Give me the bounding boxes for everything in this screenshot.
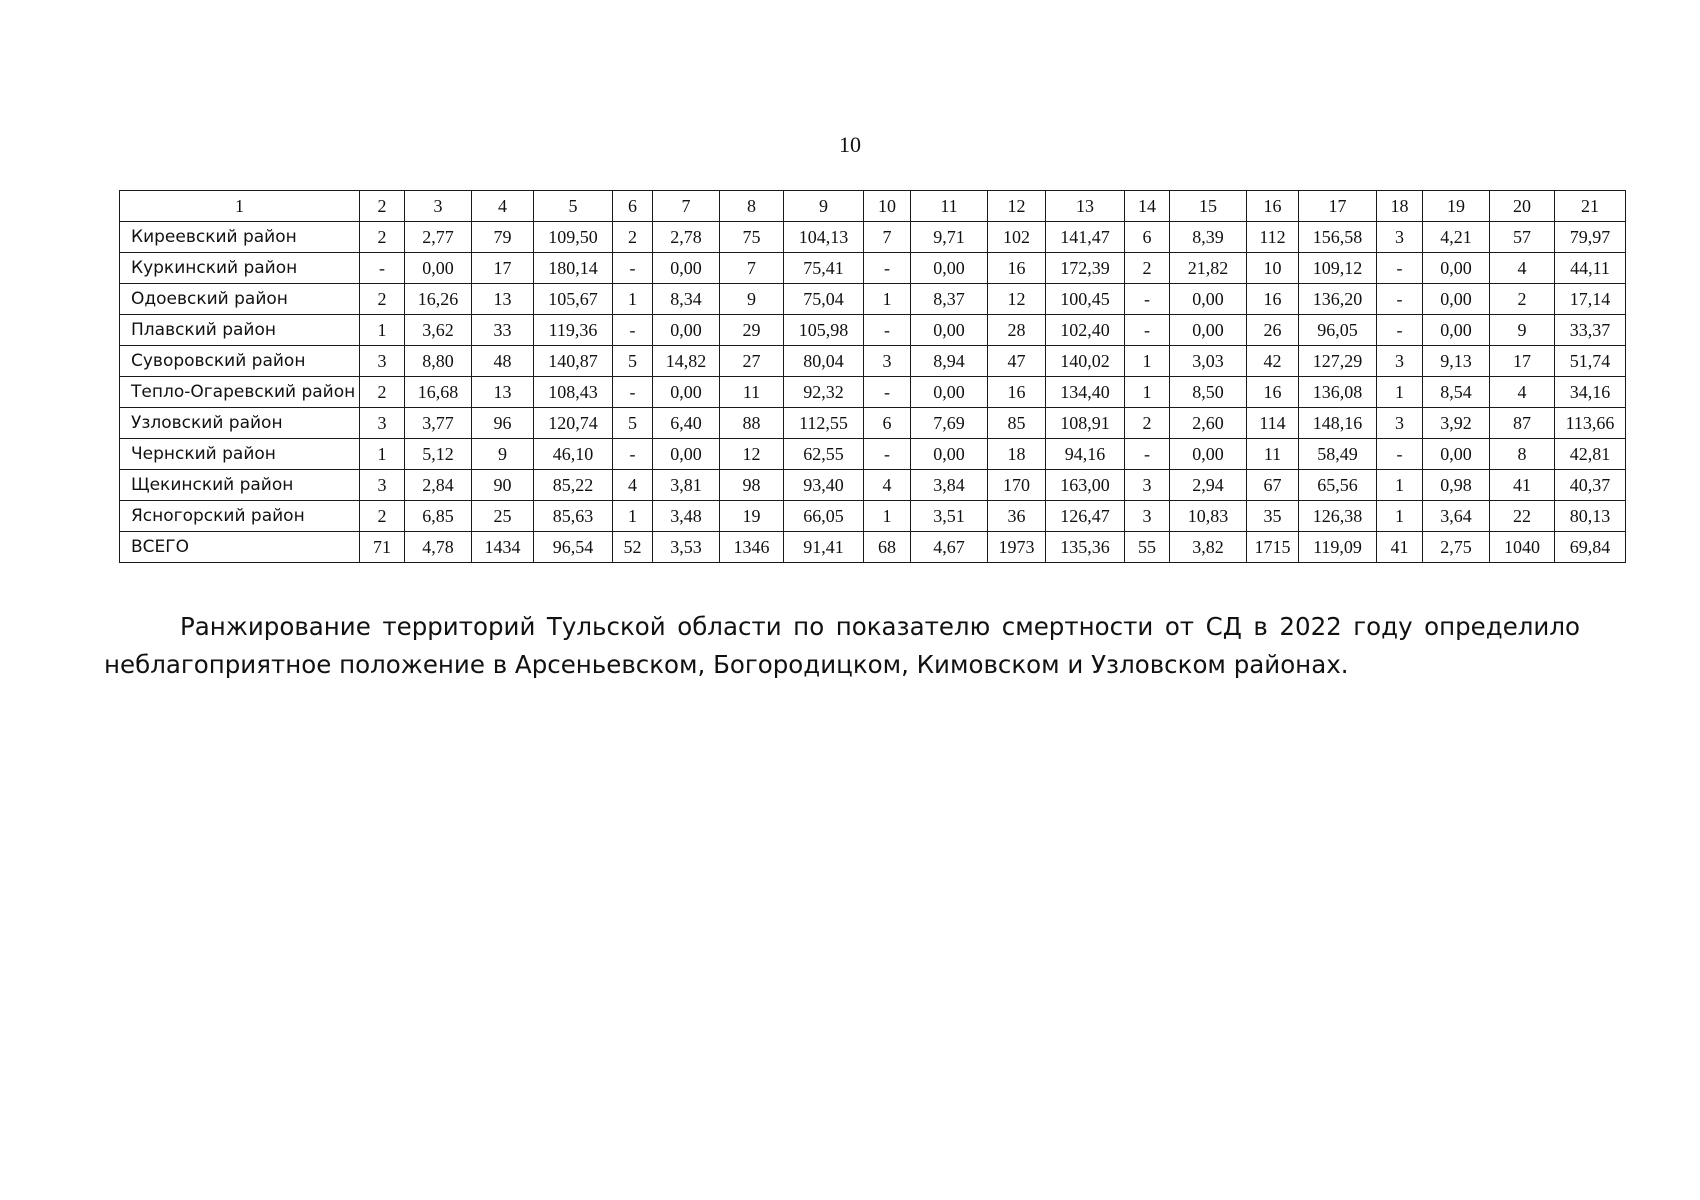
value-cell: 18 bbox=[988, 439, 1046, 470]
district-name-cell: Одоевский район bbox=[120, 284, 360, 315]
district-name-cell: Узловский район bbox=[120, 408, 360, 439]
mortality-table bbox=[119, 190, 1626, 563]
value-cell: 1434 bbox=[472, 532, 534, 563]
value-cell: 94,16 bbox=[1046, 439, 1125, 470]
value-cell: 3 bbox=[864, 346, 911, 377]
value-cell: 44,11 bbox=[1555, 253, 1626, 284]
value-cell: 1 bbox=[613, 501, 653, 532]
value-cell: 105,67 bbox=[534, 284, 613, 315]
table-row bbox=[120, 315, 1626, 346]
value-cell: 1 bbox=[1377, 377, 1423, 408]
value-cell: 1 bbox=[864, 284, 911, 315]
value-cell: 0,00 bbox=[653, 253, 720, 284]
value-cell: 6,40 bbox=[653, 408, 720, 439]
value-cell: 85,63 bbox=[534, 501, 613, 532]
value-cell: - bbox=[613, 377, 653, 408]
value-cell: 52 bbox=[613, 532, 653, 563]
header-cell: 6 bbox=[613, 191, 653, 222]
value-cell: 0,00 bbox=[911, 439, 988, 470]
value-cell: 58,49 bbox=[1299, 439, 1377, 470]
value-cell: 119,09 bbox=[1299, 532, 1377, 563]
value-cell: - bbox=[1377, 315, 1423, 346]
value-cell: 75,04 bbox=[784, 284, 864, 315]
value-cell: 3,62 bbox=[405, 315, 472, 346]
header-cell: 12 bbox=[988, 191, 1046, 222]
value-cell: 141,47 bbox=[1046, 222, 1125, 253]
value-cell: 0,00 bbox=[1170, 284, 1247, 315]
value-cell: - bbox=[360, 253, 405, 284]
value-cell: 57 bbox=[1490, 222, 1555, 253]
table-body bbox=[120, 191, 1626, 563]
value-cell: 80,04 bbox=[784, 346, 864, 377]
value-cell: 4,21 bbox=[1423, 222, 1490, 253]
value-cell: 2,84 bbox=[405, 470, 472, 501]
value-cell: 9 bbox=[472, 439, 534, 470]
header-cell: 2 bbox=[360, 191, 405, 222]
value-cell: 0,00 bbox=[1170, 439, 1247, 470]
value-cell: 17 bbox=[472, 253, 534, 284]
value-cell: 35 bbox=[1247, 501, 1299, 532]
value-cell: 2,75 bbox=[1423, 532, 1490, 563]
value-cell: 8,37 bbox=[911, 284, 988, 315]
value-cell: 3,82 bbox=[1170, 532, 1247, 563]
value-cell: 134,40 bbox=[1046, 377, 1125, 408]
value-cell: 16,26 bbox=[405, 284, 472, 315]
header-cell: 10 bbox=[864, 191, 911, 222]
value-cell: 4 bbox=[1490, 253, 1555, 284]
value-cell: 1 bbox=[1125, 377, 1170, 408]
header-cell: 15 bbox=[1170, 191, 1247, 222]
value-cell: - bbox=[864, 439, 911, 470]
value-cell: 3 bbox=[360, 470, 405, 501]
value-cell: 9 bbox=[1490, 315, 1555, 346]
value-cell: 180,14 bbox=[534, 253, 613, 284]
value-cell: 4 bbox=[613, 470, 653, 501]
value-cell: - bbox=[1125, 439, 1170, 470]
value-cell: 8,54 bbox=[1423, 377, 1490, 408]
value-cell: 0,00 bbox=[653, 377, 720, 408]
value-cell: 42 bbox=[1247, 346, 1299, 377]
value-cell: 4 bbox=[1490, 377, 1555, 408]
value-cell: 9,71 bbox=[911, 222, 988, 253]
table-header-row bbox=[120, 191, 1626, 222]
page-number: 10 bbox=[839, 132, 861, 157]
value-cell: 0,00 bbox=[653, 315, 720, 346]
header-cell: 5 bbox=[534, 191, 613, 222]
value-cell: 3,48 bbox=[653, 501, 720, 532]
value-cell: 0,98 bbox=[1423, 470, 1490, 501]
value-cell: 0,00 bbox=[911, 253, 988, 284]
value-cell: 135,36 bbox=[1046, 532, 1125, 563]
value-cell: 113,66 bbox=[1555, 408, 1626, 439]
value-cell: 6 bbox=[864, 408, 911, 439]
value-cell: - bbox=[864, 377, 911, 408]
value-cell: 26 bbox=[1247, 315, 1299, 346]
value-cell: 13 bbox=[472, 284, 534, 315]
value-cell: 1 bbox=[360, 439, 405, 470]
value-cell: 2,60 bbox=[1170, 408, 1247, 439]
value-cell: 112 bbox=[1247, 222, 1299, 253]
value-cell: 40,37 bbox=[1555, 470, 1626, 501]
value-cell: 119,36 bbox=[534, 315, 613, 346]
value-cell: 2,77 bbox=[405, 222, 472, 253]
value-cell: 11 bbox=[1247, 439, 1299, 470]
value-cell: 62,55 bbox=[784, 439, 864, 470]
value-cell: 96,05 bbox=[1299, 315, 1377, 346]
value-cell: 1 bbox=[1377, 470, 1423, 501]
value-cell: - bbox=[864, 253, 911, 284]
value-cell: 36 bbox=[988, 501, 1046, 532]
value-cell: 9 bbox=[720, 284, 784, 315]
table-row bbox=[120, 470, 1626, 501]
value-cell: - bbox=[613, 253, 653, 284]
header-cell: 18 bbox=[1377, 191, 1423, 222]
value-cell: 67 bbox=[1247, 470, 1299, 501]
value-cell: 1040 bbox=[1490, 532, 1555, 563]
value-cell: 2 bbox=[360, 377, 405, 408]
header-cell: 7 bbox=[653, 191, 720, 222]
value-cell: 33 bbox=[472, 315, 534, 346]
value-cell: 0,00 bbox=[405, 253, 472, 284]
value-cell: 16,68 bbox=[405, 377, 472, 408]
district-name-cell: Куркинский район bbox=[120, 253, 360, 284]
value-cell: 13 bbox=[472, 377, 534, 408]
value-cell: 96 bbox=[472, 408, 534, 439]
district-name-cell: Ясногорский район bbox=[120, 501, 360, 532]
value-cell: 75,41 bbox=[784, 253, 864, 284]
value-cell: 88 bbox=[720, 408, 784, 439]
value-cell: 65,56 bbox=[1299, 470, 1377, 501]
table-row bbox=[120, 501, 1626, 532]
value-cell: 6,85 bbox=[405, 501, 472, 532]
value-cell: 100,45 bbox=[1046, 284, 1125, 315]
value-cell: 170 bbox=[988, 470, 1046, 501]
value-cell: 0,00 bbox=[1423, 315, 1490, 346]
value-cell: 136,20 bbox=[1299, 284, 1377, 315]
value-cell: 3 bbox=[1377, 222, 1423, 253]
value-cell: 3,81 bbox=[653, 470, 720, 501]
header-cell: 4 bbox=[472, 191, 534, 222]
value-cell: 172,39 bbox=[1046, 253, 1125, 284]
value-cell: 3 bbox=[1377, 408, 1423, 439]
value-cell: 34,16 bbox=[1555, 377, 1626, 408]
value-cell: 2 bbox=[613, 222, 653, 253]
value-cell: - bbox=[1125, 284, 1170, 315]
value-cell: 114 bbox=[1247, 408, 1299, 439]
value-cell: 1 bbox=[360, 315, 405, 346]
value-cell: 93,40 bbox=[784, 470, 864, 501]
header-cell: 3 bbox=[405, 191, 472, 222]
value-cell: 33,37 bbox=[1555, 315, 1626, 346]
value-cell: 3,51 bbox=[911, 501, 988, 532]
value-cell: 8,80 bbox=[405, 346, 472, 377]
value-cell: 3 bbox=[1377, 346, 1423, 377]
value-cell: 17 bbox=[1490, 346, 1555, 377]
value-cell: 79,97 bbox=[1555, 222, 1626, 253]
value-cell: 10,83 bbox=[1170, 501, 1247, 532]
value-cell: 1 bbox=[1125, 346, 1170, 377]
value-cell: 42,81 bbox=[1555, 439, 1626, 470]
value-cell: 0,00 bbox=[1170, 315, 1247, 346]
value-cell: 102,40 bbox=[1046, 315, 1125, 346]
value-cell: 3,77 bbox=[405, 408, 472, 439]
value-cell: 28 bbox=[988, 315, 1046, 346]
header-cell: 11 bbox=[911, 191, 988, 222]
district-name-cell: Щекинский район bbox=[120, 470, 360, 501]
header-cell: 16 bbox=[1247, 191, 1299, 222]
value-cell: 3,84 bbox=[911, 470, 988, 501]
value-cell: 2,78 bbox=[653, 222, 720, 253]
value-cell: 156,58 bbox=[1299, 222, 1377, 253]
district-name-cell: Плавский район bbox=[120, 315, 360, 346]
value-cell: 3 bbox=[1125, 470, 1170, 501]
value-cell: 2 bbox=[360, 501, 405, 532]
value-cell: 3,64 bbox=[1423, 501, 1490, 532]
value-cell: 8 bbox=[1490, 439, 1555, 470]
header-cell: 9 bbox=[784, 191, 864, 222]
table-row bbox=[120, 439, 1626, 470]
value-cell: 5,12 bbox=[405, 439, 472, 470]
value-cell: 51,74 bbox=[1555, 346, 1626, 377]
value-cell: 12 bbox=[988, 284, 1046, 315]
value-cell: 25 bbox=[472, 501, 534, 532]
value-cell: 0,00 bbox=[1423, 284, 1490, 315]
value-cell: 0,00 bbox=[653, 439, 720, 470]
header-cell: 19 bbox=[1423, 191, 1490, 222]
value-cell: 112,55 bbox=[784, 408, 864, 439]
value-cell: 163,00 bbox=[1046, 470, 1125, 501]
ranking-paragraph: Ранжирование территорий Тульской области по показателю смертности от СД в 2022 году определило неблагоприятное положение в Арсеньевском, Богородицком, Кимовском и Узловском районах. bbox=[104, 612, 1580, 679]
value-cell: 102 bbox=[988, 222, 1046, 253]
value-cell: 8,34 bbox=[653, 284, 720, 315]
header-cell: 8 bbox=[720, 191, 784, 222]
value-cell: 9,13 bbox=[1423, 346, 1490, 377]
value-cell: 41 bbox=[1490, 470, 1555, 501]
header-cell: 20 bbox=[1490, 191, 1555, 222]
district-name-cell: Тепло-Огаревский район bbox=[120, 377, 360, 408]
value-cell: 0,00 bbox=[911, 315, 988, 346]
table-row bbox=[120, 408, 1626, 439]
value-cell: 1 bbox=[1377, 501, 1423, 532]
value-cell: 127,29 bbox=[1299, 346, 1377, 377]
header-cell: 21 bbox=[1555, 191, 1626, 222]
value-cell: 1 bbox=[864, 501, 911, 532]
value-cell: 0,00 bbox=[1423, 439, 1490, 470]
value-cell: 41 bbox=[1377, 532, 1423, 563]
value-cell: 4 bbox=[864, 470, 911, 501]
table-row bbox=[120, 222, 1626, 253]
value-cell: 109,50 bbox=[534, 222, 613, 253]
table-row bbox=[120, 377, 1626, 408]
value-cell: 47 bbox=[988, 346, 1046, 377]
value-cell: - bbox=[864, 315, 911, 346]
value-cell: 2 bbox=[1490, 284, 1555, 315]
value-cell: 75 bbox=[720, 222, 784, 253]
value-cell: 48 bbox=[472, 346, 534, 377]
value-cell: 3 bbox=[1125, 501, 1170, 532]
value-cell: 126,38 bbox=[1299, 501, 1377, 532]
value-cell: - bbox=[1377, 253, 1423, 284]
value-cell: 16 bbox=[988, 253, 1046, 284]
value-cell: 2 bbox=[360, 284, 405, 315]
value-cell: 16 bbox=[1247, 377, 1299, 408]
value-cell: 16 bbox=[988, 377, 1046, 408]
value-cell: 136,08 bbox=[1299, 377, 1377, 408]
table-row bbox=[120, 253, 1626, 284]
value-cell: 85,22 bbox=[534, 470, 613, 501]
value-cell: 3,92 bbox=[1423, 408, 1490, 439]
value-cell: 68 bbox=[864, 532, 911, 563]
value-cell: 3,03 bbox=[1170, 346, 1247, 377]
table-row-total bbox=[120, 532, 1626, 563]
value-cell: 1346 bbox=[720, 532, 784, 563]
header-cell: 13 bbox=[1046, 191, 1125, 222]
value-cell: 22 bbox=[1490, 501, 1555, 532]
value-cell: 8,39 bbox=[1170, 222, 1247, 253]
header-cell: 17 bbox=[1299, 191, 1377, 222]
value-cell: 69,84 bbox=[1555, 532, 1626, 563]
value-cell: 4,78 bbox=[405, 532, 472, 563]
value-cell: 3 bbox=[360, 408, 405, 439]
value-cell: 7,69 bbox=[911, 408, 988, 439]
district-name-cell: Киреевский район bbox=[120, 222, 360, 253]
value-cell: 92,32 bbox=[784, 377, 864, 408]
value-cell: 90 bbox=[472, 470, 534, 501]
value-cell: 5 bbox=[613, 408, 653, 439]
value-cell: 8,50 bbox=[1170, 377, 1247, 408]
value-cell: 87 bbox=[1490, 408, 1555, 439]
value-cell: 109,12 bbox=[1299, 253, 1377, 284]
value-cell: 27 bbox=[720, 346, 784, 377]
value-cell: 0,00 bbox=[911, 377, 988, 408]
value-cell: 3 bbox=[360, 346, 405, 377]
value-cell: 21,82 bbox=[1170, 253, 1247, 284]
value-cell: 71 bbox=[360, 532, 405, 563]
value-cell: 2 bbox=[1125, 253, 1170, 284]
value-cell: 55 bbox=[1125, 532, 1170, 563]
value-cell: - bbox=[613, 315, 653, 346]
value-cell: 140,02 bbox=[1046, 346, 1125, 377]
value-cell: 7 bbox=[720, 253, 784, 284]
value-cell: 2 bbox=[360, 222, 405, 253]
value-cell: 2 bbox=[1125, 408, 1170, 439]
table-row bbox=[120, 346, 1626, 377]
value-cell: 5 bbox=[613, 346, 653, 377]
value-cell: 91,41 bbox=[784, 532, 864, 563]
value-cell: 14,82 bbox=[653, 346, 720, 377]
value-cell: 0,00 bbox=[1423, 253, 1490, 284]
value-cell: 1715 bbox=[1247, 532, 1299, 563]
value-cell: 79 bbox=[472, 222, 534, 253]
district-name-cell: Чернский район bbox=[120, 439, 360, 470]
value-cell: 98 bbox=[720, 470, 784, 501]
value-cell: 108,43 bbox=[534, 377, 613, 408]
value-cell: 1973 bbox=[988, 532, 1046, 563]
value-cell: 12 bbox=[720, 439, 784, 470]
value-cell: 3,53 bbox=[653, 532, 720, 563]
value-cell: 19 bbox=[720, 501, 784, 532]
value-cell: 11 bbox=[720, 377, 784, 408]
value-cell: 2,94 bbox=[1170, 470, 1247, 501]
value-cell: 17,14 bbox=[1555, 284, 1626, 315]
value-cell: 108,91 bbox=[1046, 408, 1125, 439]
value-cell: - bbox=[1125, 315, 1170, 346]
header-cell: 1 bbox=[120, 191, 360, 222]
value-cell: 126,47 bbox=[1046, 501, 1125, 532]
value-cell: 148,16 bbox=[1299, 408, 1377, 439]
value-cell: 46,10 bbox=[534, 439, 613, 470]
value-cell: 10 bbox=[1247, 253, 1299, 284]
value-cell: 80,13 bbox=[1555, 501, 1626, 532]
value-cell: - bbox=[1377, 439, 1423, 470]
value-cell: 16 bbox=[1247, 284, 1299, 315]
value-cell: 104,13 bbox=[784, 222, 864, 253]
value-cell: 29 bbox=[720, 315, 784, 346]
value-cell: 1 bbox=[613, 284, 653, 315]
value-cell: 8,94 bbox=[911, 346, 988, 377]
value-cell: 96,54 bbox=[534, 532, 613, 563]
value-cell: 7 bbox=[864, 222, 911, 253]
value-cell: 4,67 bbox=[911, 532, 988, 563]
district-name-cell: Суворовский район bbox=[120, 346, 360, 377]
header-cell: 14 bbox=[1125, 191, 1170, 222]
district-name-cell: ВСЕГО bbox=[120, 532, 360, 563]
value-cell: 120,74 bbox=[534, 408, 613, 439]
value-cell: - bbox=[613, 439, 653, 470]
value-cell: - bbox=[1377, 284, 1423, 315]
value-cell: 66,05 bbox=[784, 501, 864, 532]
table-row bbox=[120, 284, 1626, 315]
value-cell: 6 bbox=[1125, 222, 1170, 253]
value-cell: 85 bbox=[988, 408, 1046, 439]
value-cell: 105,98 bbox=[784, 315, 864, 346]
value-cell: 140,87 bbox=[534, 346, 613, 377]
